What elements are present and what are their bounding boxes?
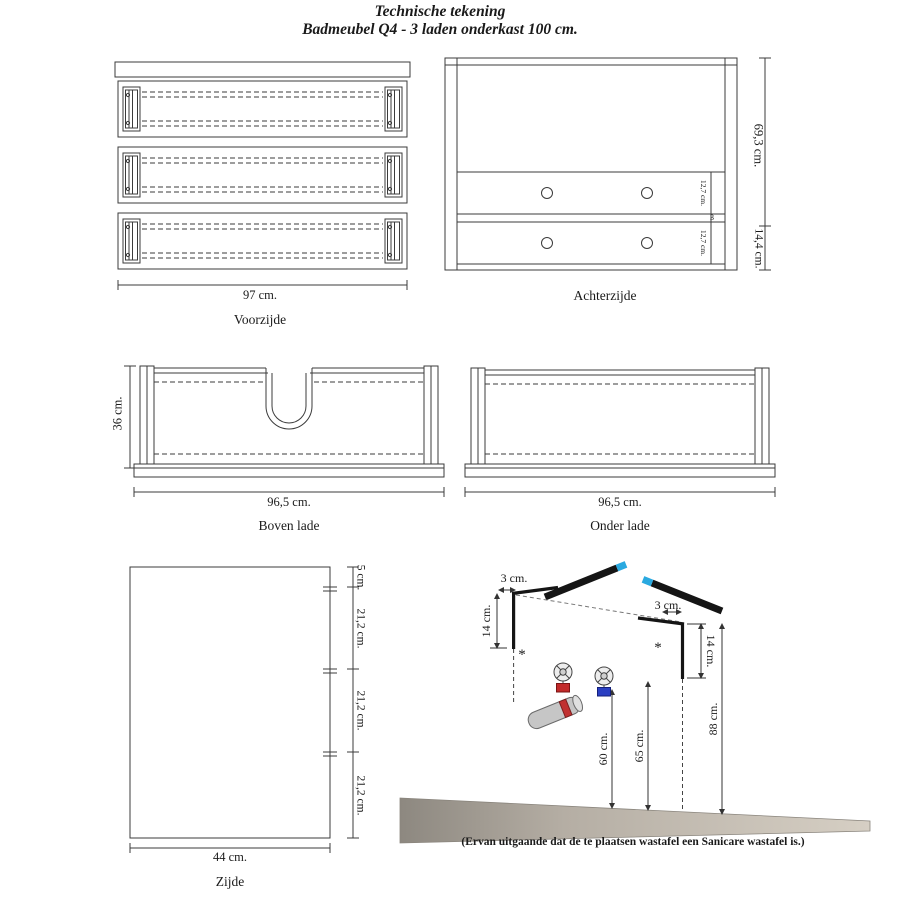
top-drawer-height-dim-label: 36 cm.: [110, 396, 125, 431]
back-gap-dim-label: 3: [710, 213, 714, 222]
dimension-lines: [490, 590, 722, 814]
install-offset-right-dim-label: 3 cm.: [654, 598, 682, 612]
drawer-front-2: [118, 147, 407, 203]
install-height-left-dim-label: 14 cm.: [479, 604, 493, 638]
siphon-cutout: [266, 368, 312, 429]
install-bracket-height-dim-label: 88 cm.: [706, 702, 720, 736]
back-rails: [457, 172, 725, 264]
drawer-front-1: [118, 81, 407, 137]
back-opening2-dim-label: 12,7 cm.: [699, 229, 708, 257]
side-view-label: Zijde: [215, 874, 245, 889]
footnote-marker-left: *: [518, 647, 526, 663]
drain-pipe: [526, 694, 585, 731]
install-height-right-dim-label: 14 cm.: [704, 634, 718, 668]
side-width-dim-label: 44 cm.: [212, 850, 248, 864]
side-seg4-dim-label: 21,2 cm.: [354, 775, 367, 816]
valve-handle-blue: [598, 688, 611, 697]
bottom-drawer-label: Onder lade: [590, 518, 650, 533]
drawer-base: [134, 464, 444, 477]
bottom-drawer-width-dim-label: 96,5 cm.: [598, 495, 642, 509]
footnote-marker-right: *: [654, 640, 662, 656]
mounting-rail-left: [545, 564, 626, 597]
drawer-base: [465, 464, 775, 477]
front-view-label: Voorzijde: [233, 312, 287, 327]
install-valve-height-dim-label: 65 cm.: [632, 729, 646, 763]
top-drawer-height-dimension-line: [124, 366, 136, 468]
back-base-height-dim-label: 14,4 cm.: [752, 228, 765, 269]
install-offset-left-dim-label: 3 cm.: [500, 571, 528, 585]
page-title: Technische tekening: [374, 3, 506, 20]
back-outline: [445, 58, 737, 270]
front-width-dim-label: 97 cm.: [242, 288, 278, 302]
installation-diagram: [395, 552, 873, 852]
top-drawer-width-dim-label: 96,5 cm.: [267, 495, 311, 509]
top-drawer-label: Boven lade: [258, 518, 320, 533]
valve-handle-red: [557, 684, 570, 693]
side-seg3-dim-label: 21,2 cm.: [354, 690, 367, 731]
bracket-left: [512, 588, 558, 705]
drawer-front-3: [118, 213, 407, 269]
top-drawer-drawing: [108, 356, 453, 501]
side-seg2-dim-label: 21,2 cm.: [354, 608, 367, 649]
cabinet-top-panel: [115, 62, 410, 77]
side-seg1-dim-label: 5 cm.: [354, 564, 367, 591]
install-drain-height-dim-label: 60 cm.: [596, 732, 610, 766]
installation-note: (Ervan uitgaande dat de te plaatsen wastafel een Sanicare wastafel is.): [461, 836, 805, 848]
back-opening1-dim-label: 12,7 cm.: [699, 179, 708, 207]
back-view-drawing: [435, 50, 775, 295]
side-view-drawing: [125, 560, 380, 852]
front-view-drawing: [110, 55, 415, 300]
mounting-holes: [542, 188, 653, 249]
back-total-height-dim-label: 69,3 cm.: [751, 123, 766, 168]
back-view-label: Achterzijde: [573, 288, 637, 303]
bottom-drawer-drawing: [465, 360, 775, 500]
page-subtitle: Badmeubel Q4 - 3 laden onderkast 100 cm.: [302, 21, 578, 38]
valve-left: [554, 663, 572, 692]
valve-right: [595, 667, 613, 696]
side-panel-outline: [130, 567, 330, 838]
